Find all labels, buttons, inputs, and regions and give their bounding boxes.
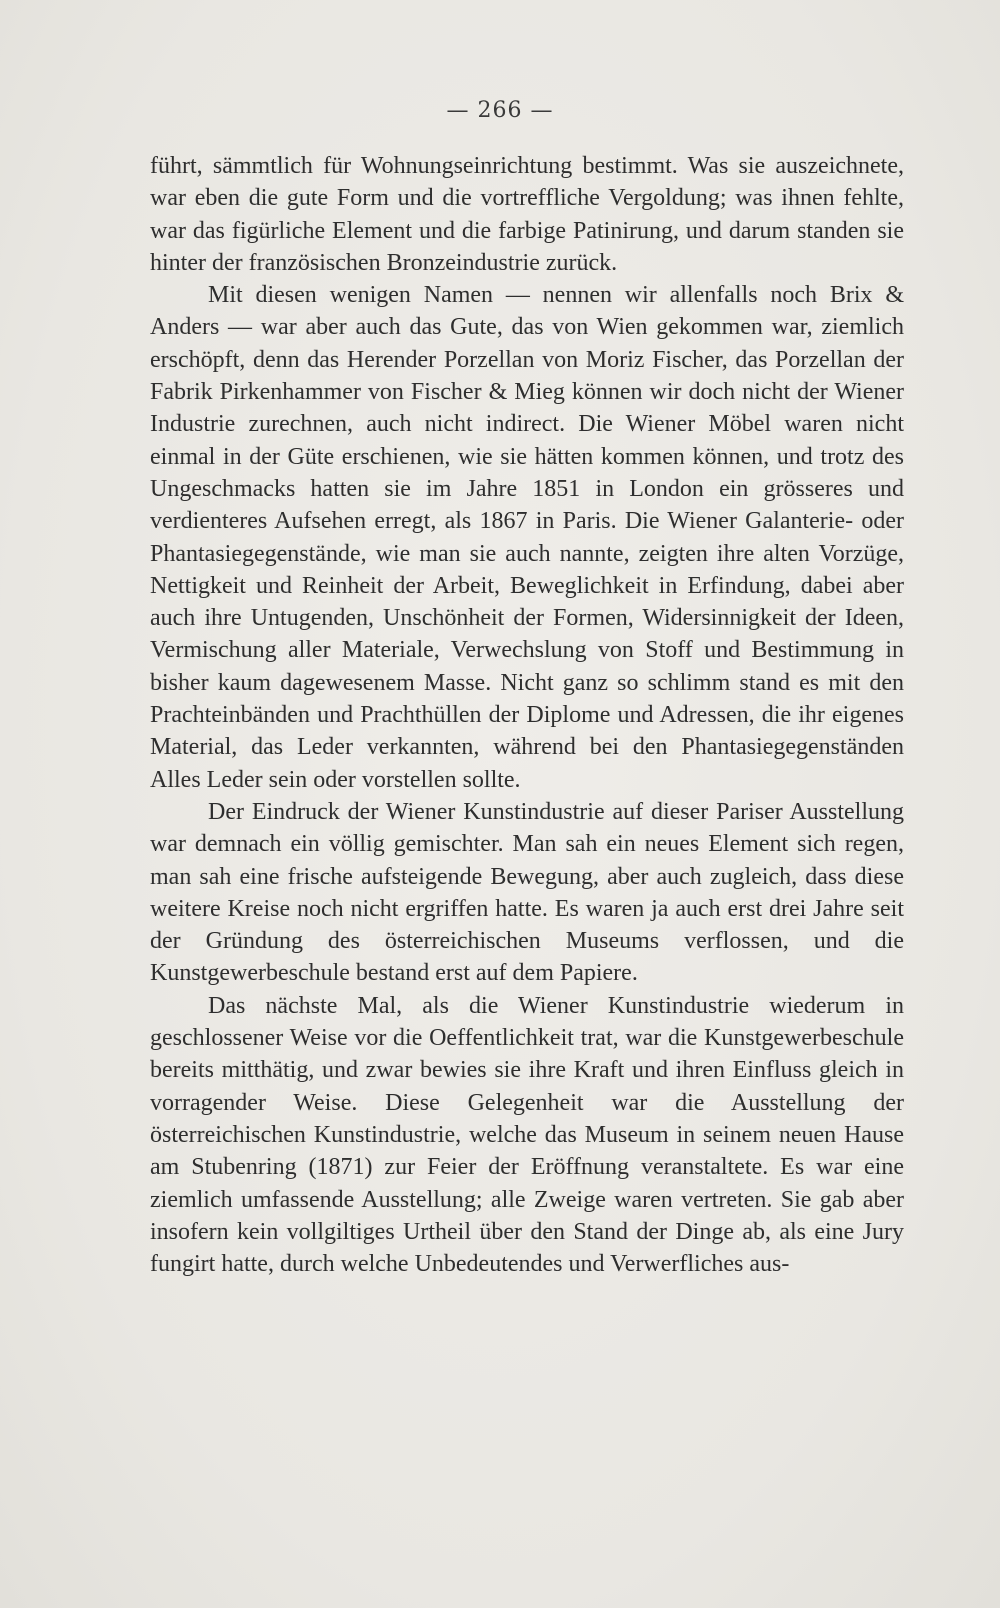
body-text — [150, 150, 904, 1280]
page-number: — 266 — — [446, 98, 554, 123]
paragraph-2: Mit diesen wenigen Namen — nennen wir allenfalls noch Brix & Anders — war aber auch das Gute, das von Wien gekommen war, ziemlich erschöpft, denn das Herender Porzellan von Moriz Fischer, das Porzellan der Fabrik Pirkenhammer von Fischer & Mieg können wir doch nicht der Wiener Industrie zurechnen, auch nicht indirect. Die Wiener Möbel waren nicht einmal in der Güte erschienen, wie sie hätten kommen können, und trotz des Ungeschmacks hatten sie im Jahre 1851 in London ein grösseres und verdienteres Aufsehen erregt, als 1867 in Paris. Die Wiener Galanterie- oder Phantasiegegenstände, wie man sie auch nannte, zeigten ihre alten Vorzüge, Nettigkeit und Reinheit der Arbeit, Beweglichkeit in Erfindung, dabei aber auch ihre Untugenden, Unschönheit der Formen, Widersinnigkeit der Ideen, Vermischung aller Materiale, Verwechslung von Stoff und Bestimmung in bisher kaum dagewesenem Masse. Nicht ganz so schlimm stand es mit den Prachteinbänden und Prachthüllen der Diplome und Adressen, die ihr eigenes Material, das Leder verkannten, während bei den Phantasiegegenständen Alles Leder sein oder vorstellen sollte. — [150, 282, 904, 793]
paragraph-4: Das nächste Mal, als die Wiener Kunstindustrie wiederum in geschlossener Weise vor die Oeffentlichkeit trat, war die Kunstgewerbeschule bereits mitthätig, und zwar bewies sie ihre Kraft und ihren Einfluss gleich in vorragender Weise. Diese Gelegenheit war die Ausstellung der österreichischen Kunstindustrie, welche das Museum in seinem neuen Hause am Stubenring (1871) zur Feier der Eröffnung veranstaltete. Es war eine ziemlich umfassende Ausstellung; alle Zweige waren vertreten. Sie gab aber insofern kein vollgiltiges Urtheil über den Stand der Dinge ab, als eine Jury fungirt hatte, durch welche Unbedeutendes und Verwerfliches aus- — [150, 992, 904, 1278]
paragraph-1: führt, sämmtlich für Wohnungseinrichtung bestimmt. Was sie auszeichnete, war eben die gute Form und die vortreffliche Vergoldung; was ihnen fehlte, war das figürliche Element und die farbige Patinirung, und darum standen sie hinter der französischen Bronzeindustrie zurück. — [150, 153, 904, 276]
paragraph-3: Der Eindruck der Wiener Kunstindustrie auf dieser Pariser Ausstellung war demnach ein völlig gemischter. Man sah ein neues Element sich regen, man sah eine frische aufsteigende Bewegung, aber auch zugleich, dass diese weitere Kreise noch nicht ergriffen hatte. Es waren ja auch erst drei Jahre seit der Gründung des österreichischen Museums verflossen, und die Kunstgewerbeschule bestand erst auf dem Papiere. — [150, 798, 904, 987]
